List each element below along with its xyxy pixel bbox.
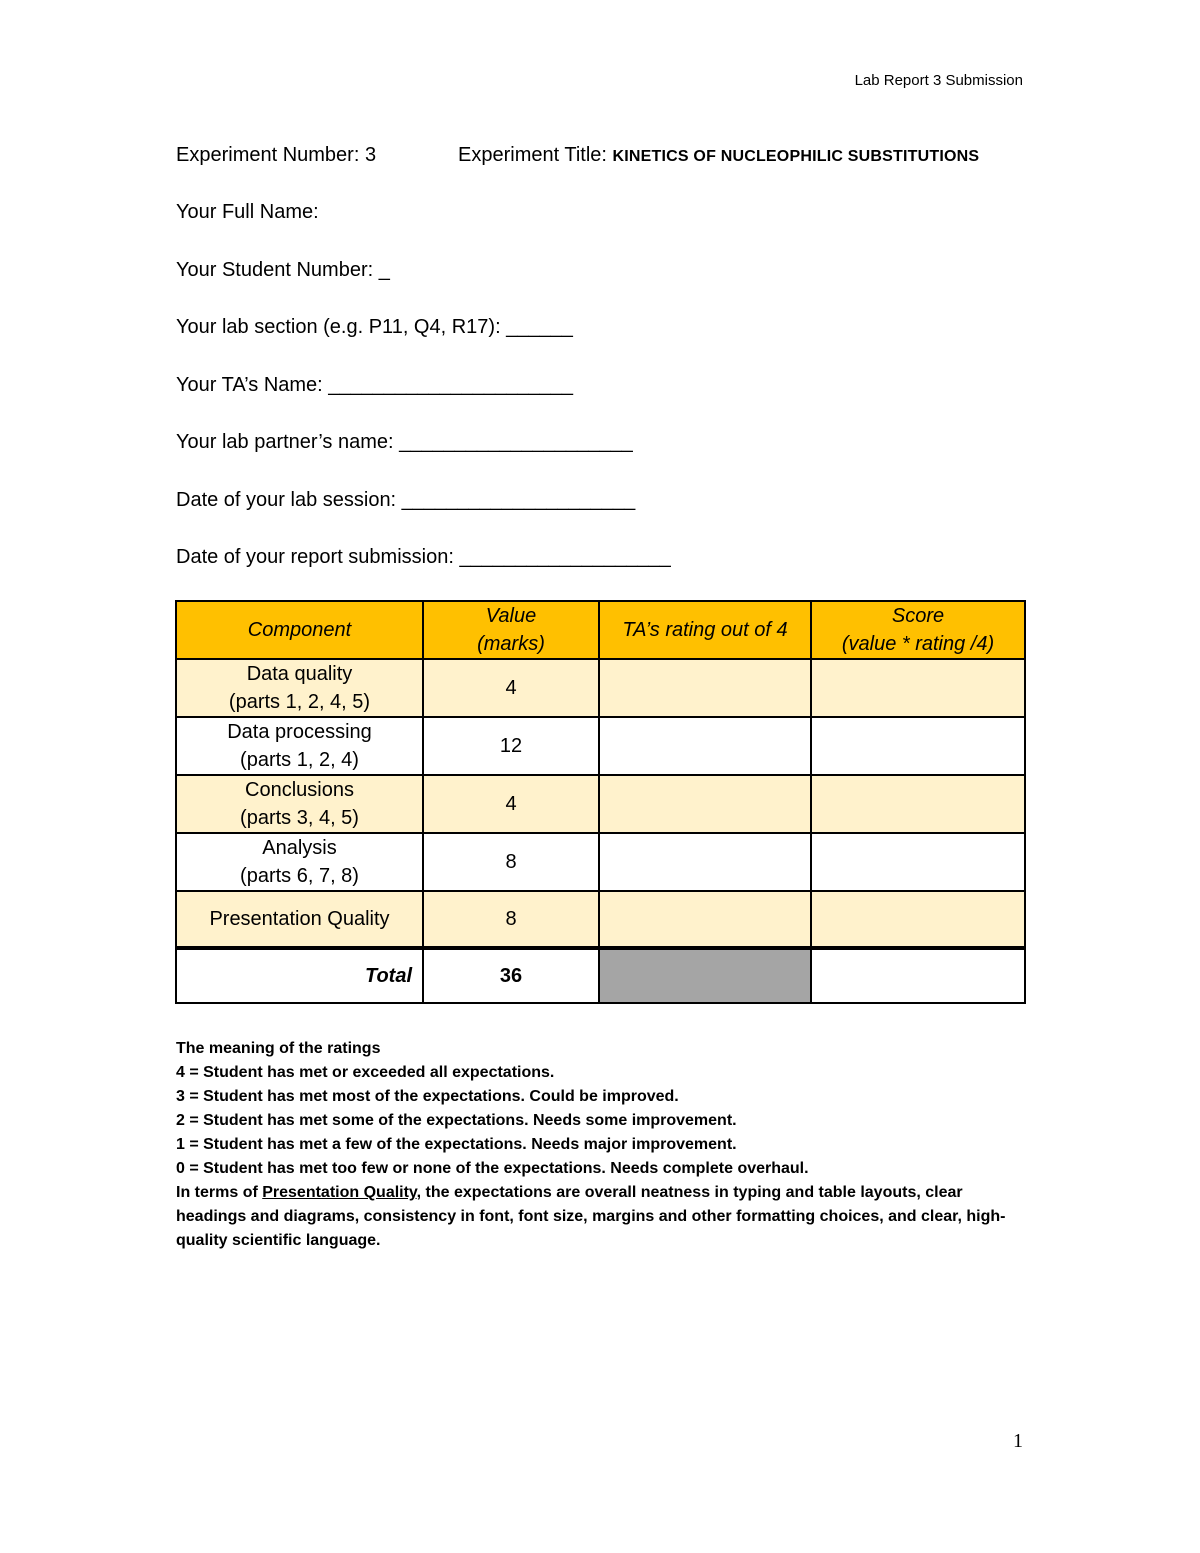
legend-line: 3 = Student has met most of the expectations. Could be improved. [176,1088,679,1105]
grading-table [175,600,1026,1004]
header-score-line2: (value * rating /4) [841,633,995,655]
grading-header-row [176,601,1025,659]
total-label: Total [176,948,423,1003]
rating-cell[interactable] [599,891,811,948]
header-rating: TA’s rating out of 4 [599,601,811,659]
table-row [176,833,1025,891]
component-parts: (parts 1, 2, 4) [240,749,359,771]
table-row [176,775,1025,833]
presentation-quality-note [176,1181,1016,1253]
legend-line: 1 = Student has met a few of the expectations. Needs major improvement. [176,1136,737,1153]
page-number: 1 [1013,1430,1023,1452]
score-cell[interactable] [811,775,1025,833]
score-cell[interactable] [811,717,1025,775]
component-name: Conclusions [245,779,354,801]
header-component: Component [176,601,423,659]
total-value: 36 [423,948,599,1003]
component-cell [176,833,423,891]
experiment-title-label: Experiment Title: [458,144,613,166]
header-value [423,601,599,659]
rating-cell[interactable] [599,775,811,833]
total-rating-disabled-cell [599,948,811,1003]
component-name: Data quality [246,663,353,685]
presentation-term: Presentation Quality [262,1184,417,1201]
value-cell: 4 [423,775,599,833]
header-value-line2: (marks) [477,633,545,655]
total-row [176,948,1025,1003]
rating-cell[interactable] [599,717,811,775]
experiment-number: Experiment Number: 3 [176,144,377,166]
legend-line: 4 = Student has met or exceeded all expectations. [176,1064,555,1081]
presentation-description: , the expectations are overall neatness in typing and table layouts, clear headings and diagrams, consistency in font, font size, margins and other formatting choices, and clear, high-quality scientific language. [176,1184,1006,1249]
header-score-line1: Score [891,605,945,627]
component-parts: (parts 6, 7, 8) [240,865,359,887]
legend-line: 2 = Student has met some of the expectations. Needs some improvement. [176,1112,737,1129]
partner-name-field: Your lab partner’s name: _____________________ [176,431,633,453]
component-name: Presentation Quality [209,908,390,930]
experiment-title [458,144,979,167]
legend-line: 0 = Student has met too few or none of the expectations. Needs complete overhaul. [176,1160,809,1177]
lab-date-field: Date of your lab session: _____________________ [176,489,636,511]
component-cell [176,717,423,775]
value-cell: 4 [423,659,599,717]
table-row [176,659,1025,717]
rating-cell[interactable] [599,833,811,891]
full-name-field: Your Full Name: [176,201,319,223]
header-value-line1: Value [485,605,537,627]
component-name: Analysis [262,837,337,859]
ratings-legend [176,1037,1016,1253]
component-cell [176,775,423,833]
component-parts: (parts 1, 2, 4, 5) [228,691,371,713]
header-score [811,601,1025,659]
presentation-prefix: In terms of [176,1184,263,1201]
submission-date-field: Date of your report submission: ___________________ [176,546,671,568]
running-header: Lab Report 3 Submission [854,72,1023,89]
experiment-title-value: KINETICS OF NUCLEOPHILIC SUBSTITUTIONS [612,148,980,165]
component-parts: (parts 3, 4, 5) [240,807,359,829]
lab-section-field: Your lab section (e.g. P11, Q4, R17): ______ [176,316,573,338]
experiment-row [176,144,1024,167]
value-cell: 8 [423,833,599,891]
score-cell[interactable] [811,659,1025,717]
ta-name-field: Your TA’s Name: ______________________ [176,374,574,396]
component-cell [176,659,423,717]
value-cell: 12 [423,717,599,775]
student-number-field: Your Student Number: _ [176,259,390,281]
score-cell[interactable] [811,833,1025,891]
component-name: Data processing [227,721,372,743]
legend-heading: The meaning of the ratings [176,1040,381,1057]
value-cell: 8 [423,891,599,948]
table-row [176,717,1025,775]
table-row [176,891,1025,948]
component-cell [176,891,423,948]
score-cell[interactable] [811,891,1025,948]
rating-cell[interactable] [599,659,811,717]
total-score-cell[interactable] [811,948,1025,1003]
